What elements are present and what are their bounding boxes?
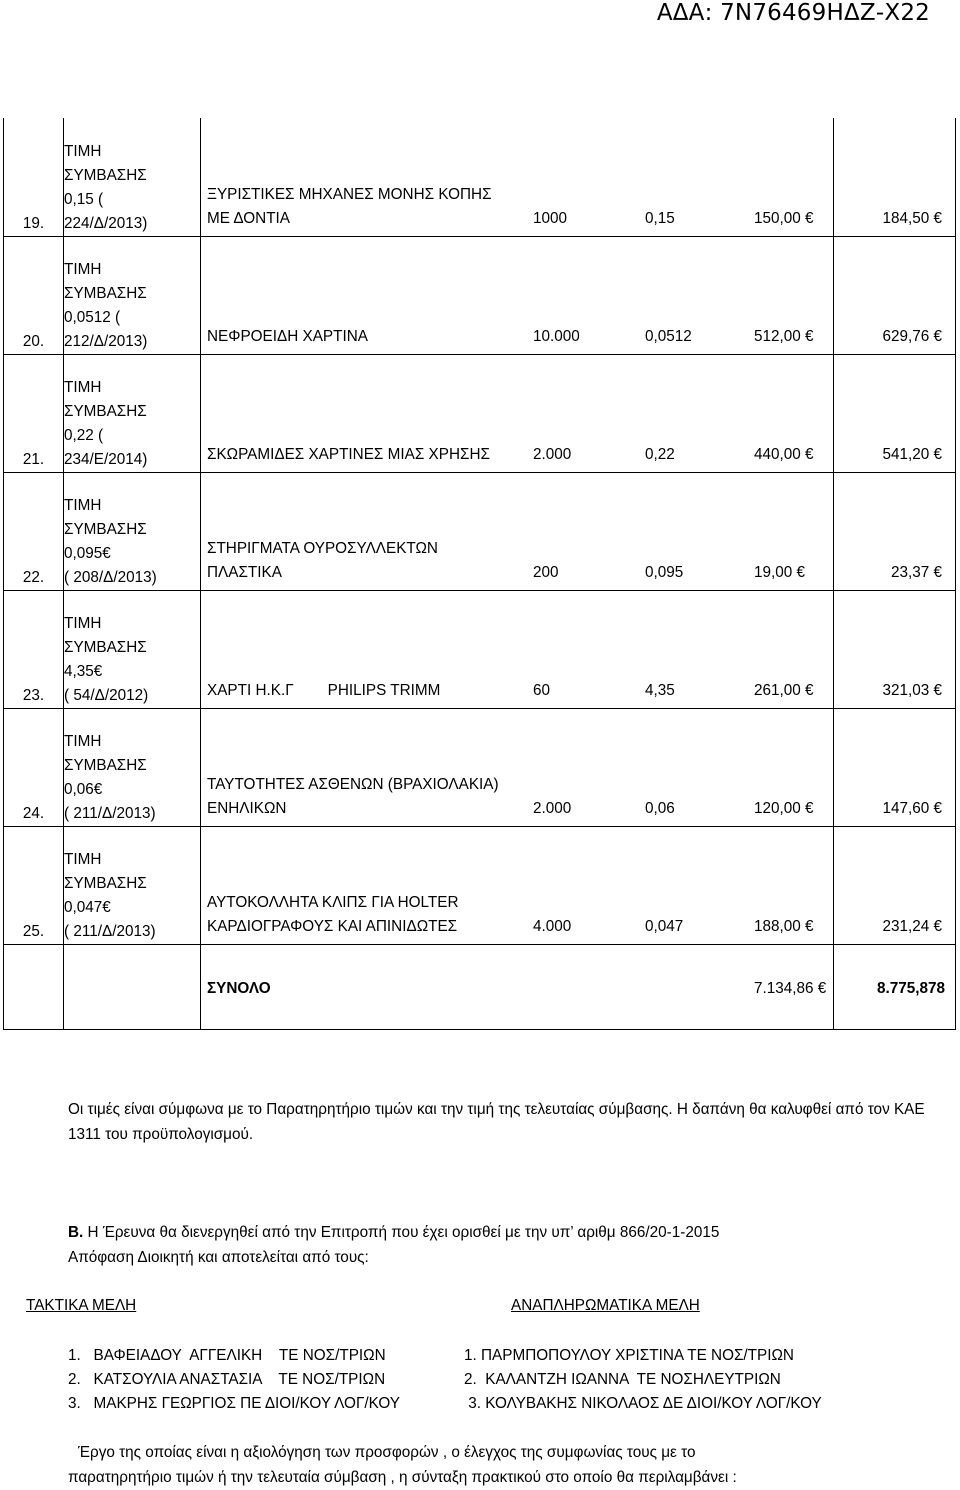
- item-details: [201, 473, 834, 591]
- contract-reference-line: ΣΥΜΒΑΣΗΣ: [64, 521, 147, 538]
- contract-reference-line: 0,095€: [64, 545, 111, 562]
- item-description-line: ΝΕΦΡΟΕΙΔΗ ΧΑΡΤΙΝΑ: [207, 328, 368, 345]
- item-description-line: ΞΥΡΙΣΤΙΚΕΣ ΜΗΧΑΝΕΣ ΜΟΝΗΣ ΚΟΠΗΣ: [207, 186, 492, 203]
- contract-reference-line: ΤΙΜΗ: [64, 497, 102, 514]
- item-total-incl-vat: 629,76 €: [882, 328, 942, 345]
- item-quantity: 200: [533, 564, 559, 581]
- contract-reference-line: 0,15 (: [64, 191, 104, 208]
- total-net: 7.134,86 €: [754, 980, 827, 997]
- item-total: 261,00 €: [754, 682, 814, 699]
- item-total-incl-vat: 147,60 €: [882, 800, 942, 817]
- contract-reference-line: 234/Ε/2014): [64, 451, 148, 468]
- item-number: 21.: [4, 355, 64, 473]
- item-details: [201, 709, 834, 827]
- contract-reference: [64, 237, 201, 355]
- item-total-incl-vat: 184,50 €: [882, 210, 942, 227]
- total-label: ΣΥΝΟΛΟ: [207, 980, 271, 997]
- table-row: [4, 591, 956, 709]
- item-unit-price: 0,22: [645, 446, 675, 463]
- contract-reference-line: ΣΥΜΒΑΣΗΣ: [64, 757, 147, 774]
- item-description: [207, 325, 368, 349]
- contract-reference-line: ΣΥΜΒΑΣΗΣ: [64, 285, 147, 302]
- contract-reference: [64, 827, 201, 945]
- task-line1: Έργο της οποίας είναι η αξιολόγηση των προσφορών , ο έλεγχος της συμφωνίας τους με το: [78, 1444, 696, 1461]
- item-description-line: ΑΥΤΟΚΟΛΛΗΤΑ ΚΛΙΠΣ ΓΙΑ HOLTER: [207, 894, 459, 911]
- item-description: [207, 537, 438, 585]
- item-total-incl-vat: 321,03 €: [882, 682, 942, 699]
- totals-row: [4, 945, 956, 1030]
- item-description: [207, 891, 459, 939]
- contract-reference-line: ΣΥΜΒΑΣΗΣ: [64, 167, 147, 184]
- item-number: 25.: [4, 827, 64, 945]
- item-total-incl-cell: [834, 827, 956, 945]
- item-total: 120,00 €: [754, 800, 814, 817]
- total-incl-cell: [834, 945, 956, 1030]
- contract-reference-line: ( 208/Δ/2013): [64, 569, 157, 586]
- document-code: ΑΔΑ: 7Ν76469ΗΔΖ-Χ22: [656, 0, 930, 26]
- item-unit-price: 0,047: [645, 918, 684, 935]
- totals-empty-cell: [4, 945, 64, 1030]
- item-details: [201, 591, 834, 709]
- item-quantity: 1000: [533, 210, 568, 227]
- item-total: 150,00 €: [754, 210, 814, 227]
- regular-member: 3. ΜΑΚΡΗΣ ΓΕΩΡΓΙΟΣ ΠΕ ΔΙΟΙ/ΚΟΥ ΛΟΓ/ΚΟΥ: [68, 1395, 400, 1412]
- totals-empty-cell: [64, 945, 201, 1030]
- contract-reference-line: 0,0512 (: [64, 309, 121, 326]
- item-total-incl-vat: 541,20 €: [882, 446, 942, 463]
- item-total: 440,00 €: [754, 446, 814, 463]
- totals-cell: [201, 945, 834, 1030]
- item-details: [201, 237, 834, 355]
- regular-member: 1. ΒΑΦΕΙΑΔΟΥ ΑΓΓΕΛΙΚΗ ΤΕ ΝΟΣ/ΤΡΙΩΝ: [68, 1347, 386, 1364]
- item-description-line: ΚΑΡΔΙΟΓΡΑΦΟΥΣ ΚΑΙ ΑΠΙΝΙΔΩΤΕΣ: [207, 918, 458, 935]
- contract-reference-line: 4,35€: [64, 663, 103, 680]
- item-description-line: ΣΚΩΡΑΜΙΔΕΣ ΧΑΡΤΙΝΕΣ ΜΙΑΣ ΧΡΗΣΗΣ: [207, 446, 490, 463]
- item-total-incl-cell: [834, 473, 956, 591]
- item-number: 19.: [4, 118, 64, 237]
- item-unit-price: 0,095: [645, 564, 684, 581]
- contract-reference-line: ΤΙΜΗ: [64, 261, 102, 278]
- item-number: 24.: [4, 709, 64, 827]
- item-total-incl-vat: 23,37 €: [890, 564, 942, 581]
- item-details: [201, 827, 834, 945]
- alternate-member: 3. ΚΟΛΥΒΑΚΗΣ ΝΙΚΟΛΑΟΣ ΔΕ ΔΙΟΙ/ΚΟΥ ΛΟΓ/ΚΟΥ: [464, 1395, 822, 1412]
- contract-reference-line: ( 211/Δ/2013): [64, 805, 156, 822]
- item-details: [201, 118, 834, 237]
- item-quantity: 4.000: [533, 918, 572, 935]
- item-number: 20.: [4, 237, 64, 355]
- item-description-line: ΣΤΗΡΙΓΜΑΤΑ ΟΥΡΟΣΥΛΛΕΚΤΩΝ: [207, 540, 438, 557]
- item-description: [207, 773, 499, 821]
- item-unit-price: 4,35: [645, 682, 675, 699]
- item-unit-price: 0,0512: [645, 328, 692, 345]
- item-description-line: ΜΕ ΔΟΝΤΙΑ: [207, 210, 290, 227]
- item-quantity: 2.000: [533, 446, 572, 463]
- contract-reference-line: ΤΙΜΗ: [64, 615, 102, 632]
- item-description-line: ΕΝΗΛΙΚΩΝ: [207, 800, 287, 817]
- contract-reference-line: 212/Δ/2013): [64, 333, 148, 350]
- item-description-line: ΤΑΥΤΟΤΗΤΕΣ ΑΣΘΕΝΩΝ (ΒΡΑΧΙΟΛΑΚΙΑ): [207, 776, 499, 793]
- table-row: [4, 709, 956, 827]
- contract-reference: [64, 355, 201, 473]
- contract-reference: [64, 118, 201, 237]
- alternate-members-title: ΑΝΑΠΛΗΡΩΜΑΤΙΚΑ ΜΕΛΗ: [511, 1297, 700, 1314]
- contract-reference-line: ΣΥΜΒΑΣΗΣ: [64, 639, 147, 656]
- contract-reference: [64, 591, 201, 709]
- regular-members-list: [68, 1344, 400, 1416]
- item-quantity: 10.000: [533, 328, 580, 345]
- contract-reference-line: ( 54/Δ/2012): [64, 687, 149, 704]
- item-number: 22.: [4, 473, 64, 591]
- item-total: 512,00 €: [754, 328, 814, 345]
- item-description-line: ΠΛΑΣΤΙΚΑ: [207, 564, 282, 581]
- item-total: 188,00 €: [754, 918, 814, 935]
- item-quantity: 60: [533, 682, 551, 699]
- contract-reference-line: ΤΙΜΗ: [64, 851, 102, 868]
- table-row: [4, 237, 956, 355]
- contract-reference-line: 224/Δ/2013): [64, 215, 148, 232]
- alternate-member: 2. ΚΑΛΑΝΤΖΗ ΙΩΑΝΝΑ ΤΕ ΝΟΣΗΛΕΥΤΡΙΩΝ: [464, 1371, 781, 1388]
- section-b-line2: Απόφαση Διοικητή και αποτελείται από τους:: [68, 1249, 369, 1266]
- item-number: 23.: [4, 591, 64, 709]
- contract-reference-line: 0,047€: [64, 899, 111, 916]
- price-note: Οι τιμές είναι σύμφωνα με το Παρατηρητήριο τιμών και την τιμή της τελευταίας σύμβασης. Η δαπάνη θα καλυφθεί από τον ΚΑΕ 1311 του προϋπολογισμού.: [68, 1101, 925, 1143]
- item-total-incl-vat: 231,24 €: [882, 918, 942, 935]
- table-row: [4, 827, 956, 945]
- table-row: [4, 473, 956, 591]
- item-quantity: 2.000: [533, 800, 572, 817]
- total-incl-vat: 8.775,878: [876, 980, 945, 997]
- alternate-members-list: [464, 1344, 822, 1416]
- item-total-incl-cell: [834, 355, 956, 473]
- item-total: 19,00 €: [754, 564, 806, 581]
- contract-reference-line: 0,22 (: [64, 427, 104, 444]
- item-description: [207, 443, 490, 467]
- section-b-label: Β.: [68, 1224, 84, 1241]
- regular-member: 2. ΚΑΤΣΟΥΛΙΑ ΑΝΑΣΤΑΣΙΑ ΤΕ ΝΟΣ/ΤΡΙΩΝ: [68, 1371, 386, 1388]
- contract-reference: [64, 473, 201, 591]
- item-total-incl-cell: [834, 237, 956, 355]
- alternate-member: 1. ΠΑΡΜΠΟΠΟΥΛΟΥ ΧΡΙΣΤΙΝΑ ΤΕ ΝΟΣ/ΤΡΙΩΝ: [464, 1347, 794, 1364]
- section-b-line1: Η Έρευνα θα διενεργηθεί από την Επιτροπή που έχει ορισθεί με την υπ’ αριθμ 866/20-1-2015: [83, 1224, 720, 1241]
- item-description: [207, 183, 492, 231]
- item-description-line: ΧΑΡΤΙ Η.Κ.Γ PHILIPS TRIMM: [207, 682, 441, 699]
- contract-reference-line: ΣΥΜΒΑΣΗΣ: [64, 875, 147, 892]
- task-paragraph: [68, 1440, 948, 1490]
- contract-reference-line: ΣΥΜΒΑΣΗΣ: [64, 403, 147, 420]
- table-row: [4, 355, 956, 473]
- contract-reference-line: 0,06€: [64, 781, 103, 798]
- item-description: [207, 679, 440, 703]
- section-b-paragraph: [68, 1220, 938, 1270]
- item-details: [201, 355, 834, 473]
- contract-reference-line: ΤΙΜΗ: [64, 143, 102, 160]
- task-line2: παρατηρητήριο τιμών ή την τελευταία σύμβαση , η σύνταξη πρακτικού στο οποίο θα περιλαμβάνει :: [68, 1469, 737, 1486]
- contract-reference-line: ΤΙΜΗ: [64, 379, 102, 396]
- table-row: [4, 118, 956, 237]
- contract-reference: [64, 709, 201, 827]
- item-total-incl-cell: [834, 118, 956, 237]
- item-total-incl-cell: [834, 709, 956, 827]
- items-table: [3, 118, 956, 1030]
- item-unit-price: 0,06: [645, 800, 675, 817]
- contract-reference-line: ( 211/Δ/2013): [64, 923, 156, 940]
- item-unit-price: 0,15: [645, 210, 675, 227]
- regular-members-title: ΤΑΚΤΙΚΑ ΜΕΛΗ: [26, 1297, 137, 1314]
- contract-reference-line: ΤΙΜΗ: [64, 733, 102, 750]
- item-total-incl-cell: [834, 591, 956, 709]
